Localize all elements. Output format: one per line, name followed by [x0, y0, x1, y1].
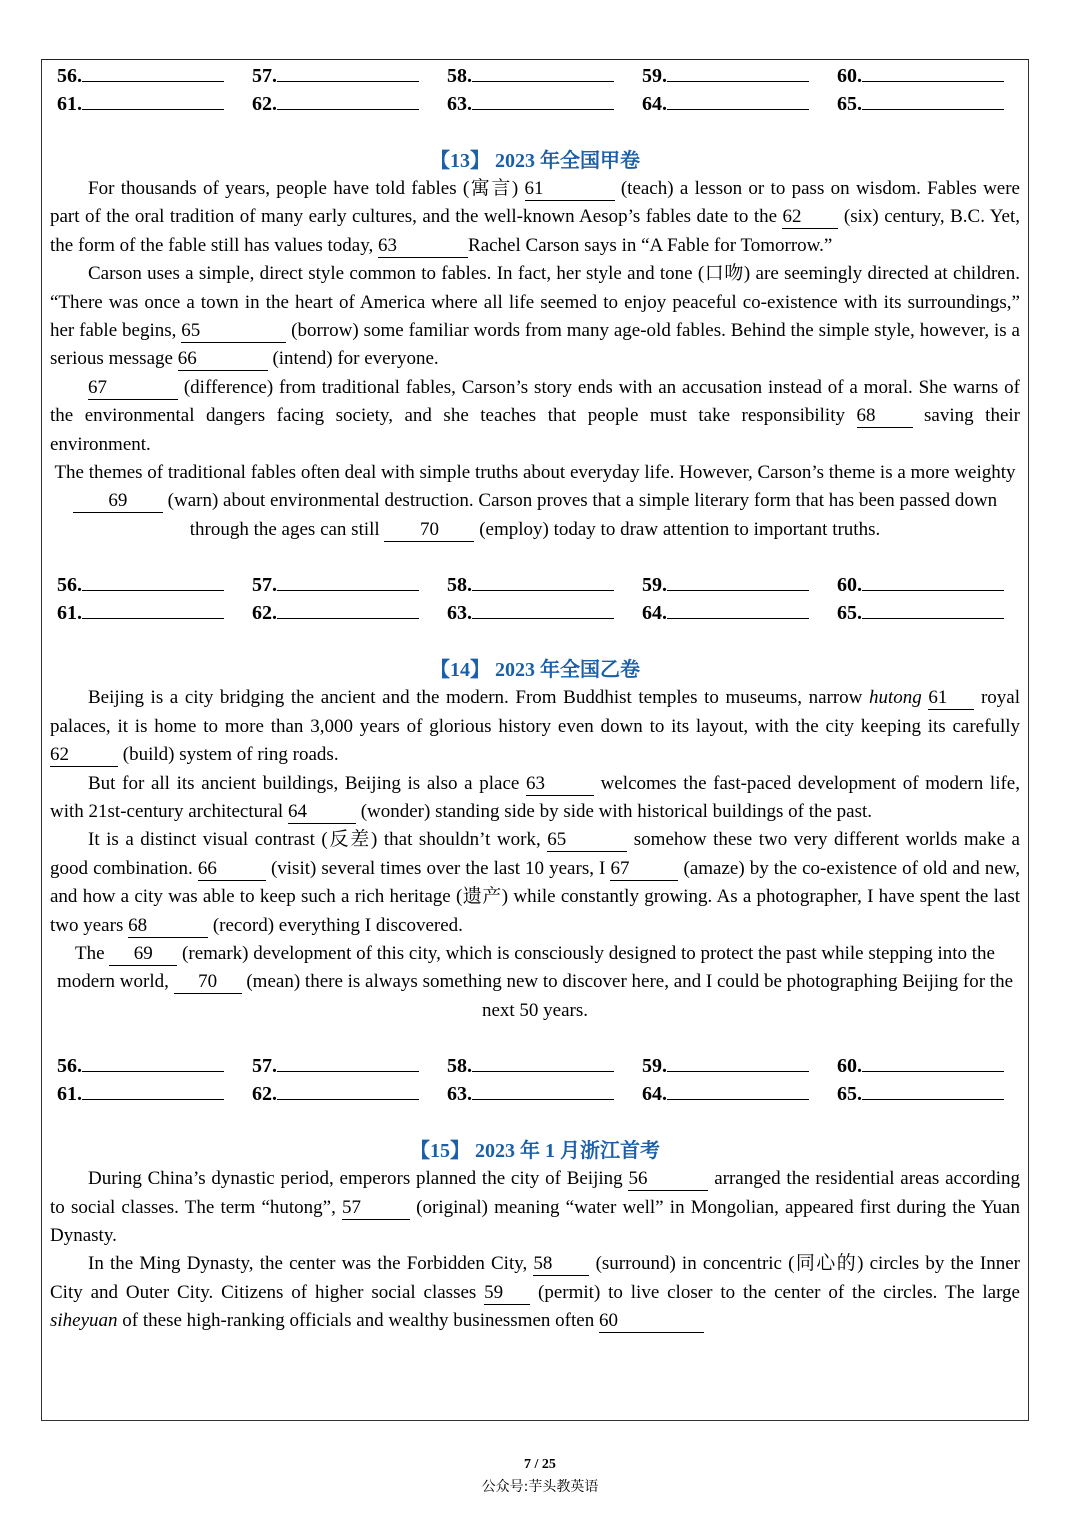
- answer-slot[interactable]: 61.: [57, 600, 252, 626]
- answer-slot[interactable]: 56.: [57, 63, 252, 89]
- answer-slot[interactable]: 61.: [57, 91, 252, 117]
- answer-grid-3: [57, 1053, 1020, 1107]
- blank-62[interactable]: 62: [782, 206, 838, 229]
- answer-slot[interactable]: 63.: [447, 91, 642, 117]
- blank-67[interactable]: 67: [610, 858, 678, 881]
- answer-slot[interactable]: 58.: [447, 63, 642, 89]
- blank-66[interactable]: 66: [178, 348, 268, 371]
- blank-60[interactable]: 60: [599, 1310, 704, 1333]
- section-15-title: 【15】 2023 年 1 月浙江首考: [410, 1140, 660, 1163]
- answer-slot[interactable]: 57.: [252, 572, 447, 598]
- answer-slot[interactable]: 63.: [447, 1081, 642, 1107]
- answer-slot[interactable]: 60.: [837, 1053, 1032, 1079]
- blank-69[interactable]: 69: [109, 943, 177, 966]
- blank-65[interactable]: 65: [181, 320, 286, 343]
- answer-slot[interactable]: 60.: [837, 572, 1032, 598]
- s14-paragraph-1: Beijing is a city bridging the ancient and the modern. From Buddhist temples to museums, narrow hutong 61 royal palaces, it is home to more than 3,000 years of glorious history even down to its layout, with the city keeping its carefully 62 (build) system of ring roads.: [50, 687, 1021, 766]
- blank-61[interactable]: 61: [525, 178, 615, 201]
- blank-63[interactable]: 63: [378, 235, 468, 258]
- blank-70[interactable]: 70: [384, 519, 474, 542]
- answer-slot[interactable]: 61.: [57, 1081, 252, 1107]
- answer-slot[interactable]: 64.: [642, 1081, 837, 1107]
- content: [50, 60, 1020, 1336]
- s14-paragraph-3: It is a distinct visual contrast (反差) that shouldn’t work, 65 somehow these two very different worlds make a good combination. 66 (visit) several times over the last 10 years, I 67 (amaze) by the co-existence of old and new, and how a city was able to keep such a rich heritage (遗产) while constantly growing. As a photographer, I have spent the last two years 68 (record) everything I discovered.: [50, 829, 1021, 936]
- answer-slot[interactable]: 64.: [642, 91, 837, 117]
- answer-slot[interactable]: 62.: [252, 600, 447, 626]
- answer-grid-2: [57, 572, 1020, 626]
- blank-58[interactable]: 58: [533, 1253, 589, 1276]
- blank-64[interactable]: 64: [288, 801, 356, 824]
- answer-slot[interactable]: 58.: [447, 1053, 642, 1079]
- blank-68[interactable]: 68: [857, 405, 913, 428]
- answer-slot[interactable]: 60.: [837, 63, 1032, 89]
- section-13-title: 【13】 2023 年全国甲卷: [430, 150, 640, 172]
- answer-slot[interactable]: 63.: [447, 600, 642, 626]
- s13-paragraph-1: For thousands of years, people have told fables (寓言) 61 (teach) a lesson or to pass on wisdom. Fables were part of the oral tradition of many early cultures, and the well-known Aesop’s fables date to the 62 (six) century, B.C. Yet, the form of the fable still has values today, 63 Rachel Carson says in “A Fable for Tomorrow.”: [50, 178, 1020, 256]
- answer-slot[interactable]: 65.: [837, 1081, 1032, 1107]
- s14-paragraph-2: But for all its ancient buildings, Beijing is also a place 63 welcomes the fast-paced development of modern life, with 21st-century architectural 64 (wonder) standing side by side with historical buildings of the past.: [50, 772, 1020, 822]
- page-number: 7 / 25: [524, 1457, 556, 1472]
- s13-paragraph-3: 67 (difference) from traditional fables, Carson’s story ends with an accusation instead of a moral. She warns of the environmental dangers facing society, and she teaches that people must take responsibility 68 saving their environment.: [50, 376, 1020, 455]
- answer-slot[interactable]: 59.: [642, 572, 837, 598]
- blank-66[interactable]: 66: [198, 858, 266, 881]
- blank-65[interactable]: 65: [547, 829, 627, 852]
- blank-68[interactable]: 68: [128, 915, 208, 938]
- blank-69[interactable]: 69: [73, 490, 163, 513]
- blank-57[interactable]: 57: [342, 1197, 410, 1220]
- s13-paragraph-2: Carson uses a simple, direct style common to fables. In fact, her style and tone (口吻) are seemingly directed at children. “There was once a town in the heart of America where all life seemed to enjoy peaceful co-existence with its surroundings,” her fable begins, 65 (borrow) some familiar words from many age-old fables. Behind the simple style, however, is a serious message 66 (intend) for everyone.: [50, 263, 1020, 370]
- wechat-watermark: 公众号:芋头教英语: [481, 1479, 599, 1495]
- s14-paragraph-4: The 69 (remark) development of this city, which is consciously designed to protect the past while stepping into the modern world, 70 (mean) there is always something new to discover here, and I could be photographing Beijing for the next 50 years.: [56, 942, 1014, 1021]
- section-14-title: 【14】 2023 年全国乙卷: [430, 659, 640, 682]
- blank-67[interactable]: 67: [88, 377, 178, 400]
- answer-slot[interactable]: 62.: [252, 91, 447, 117]
- answer-grid-1: [57, 63, 1020, 117]
- answer-slot[interactable]: 56.: [57, 572, 252, 598]
- answer-slot[interactable]: 57.: [252, 1053, 447, 1079]
- blank-70[interactable]: 70: [174, 971, 242, 994]
- blank-56[interactable]: 56: [628, 1168, 708, 1191]
- answer-slot[interactable]: 65.: [837, 600, 1032, 626]
- s13-paragraph-4: The themes of traditional fables often deal with simple truths about everyday life. However, Carson’s theme is a more weighty 69 (warn) about environmental destruction. Carson proves that a simple literary form that has been passed down through the ages can still 70 (employ) today to draw attention to important truths.: [54, 462, 1016, 540]
- answer-slot[interactable]: 65.: [837, 91, 1032, 117]
- answer-slot[interactable]: 57.: [252, 63, 447, 89]
- s15-paragraph-2: In the Ming Dynasty, the center was the Forbidden City, 58 (surround) in concentric (同心的) circles by the Inner City and Outer City. Citizens of higher social classes 59 (permit) to live closer to the center of the circles. The large siheyuan of these high-ranking officials and wealthy businessmen often 60: [50, 1253, 1020, 1332]
- answer-slot[interactable]: 59.: [642, 1053, 837, 1079]
- s15-paragraph-1: During China’s dynastic period, emperors planned the city of Beijing 56 arranged the residential areas according to social classes. The term “hutong”, 57 (original) meaning “water well” in Mongolian, appeared first during the Yuan Dynasty.: [50, 1168, 1021, 1246]
- answer-slot[interactable]: 56.: [57, 1053, 252, 1079]
- blank-62[interactable]: 62: [50, 744, 118, 767]
- answer-slot[interactable]: 62.: [252, 1081, 447, 1107]
- page-frame: [41, 59, 1029, 1421]
- blank-63[interactable]: 63: [526, 773, 594, 796]
- answer-slot[interactable]: 64.: [642, 600, 837, 626]
- blank-61[interactable]: 61: [928, 687, 974, 710]
- answer-slot[interactable]: 58.: [447, 572, 642, 598]
- answer-slot[interactable]: 59.: [642, 63, 837, 89]
- blank-59[interactable]: 59: [484, 1282, 530, 1305]
